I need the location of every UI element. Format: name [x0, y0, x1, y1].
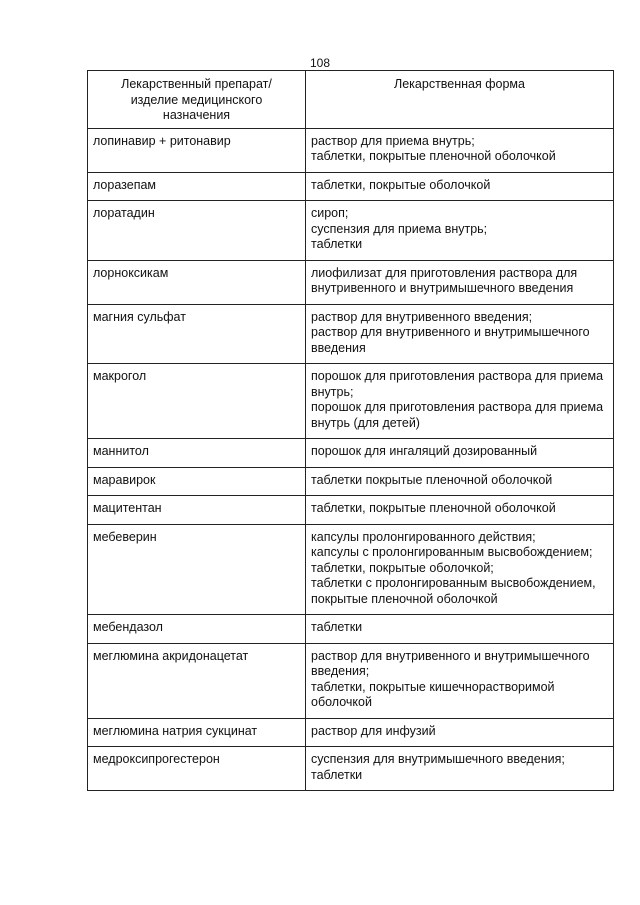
drug-name-cell: меглюмина акридонацетат: [88, 643, 306, 718]
dosage-form-line: таблетки, покрытые оболочкой;: [311, 560, 494, 575]
dosage-form-line: раствор для приема внутрь;: [311, 133, 475, 148]
table-row: [88, 260, 614, 304]
dosage-form-line: таблетки: [311, 620, 363, 634]
drug-name-cell: маннитол: [88, 439, 306, 468]
dosage-form-cell: [306, 128, 614, 172]
drug-name-cell: маравирок: [88, 467, 306, 496]
drug-name-cell: мебеверин: [88, 524, 306, 615]
table-row: [88, 615, 614, 644]
dosage-form-cell: [306, 467, 614, 496]
dosage-form-line: раствор для инфузий: [311, 723, 436, 738]
dosage-form-line: раствор для внутривенного и внутримышечного введения: [311, 325, 590, 355]
table-row: [88, 439, 614, 468]
dosage-form-cell: [306, 643, 614, 718]
page-number: 108: [309, 56, 331, 70]
header-form: Лекарственная форма: [306, 71, 614, 129]
dosage-form-cell: [306, 172, 614, 201]
dosage-form-line: суспензия для приема внутрь;: [311, 221, 488, 236]
table-row: [88, 718, 614, 747]
dosage-form-cell: [306, 304, 614, 364]
dosage-form-cell: [306, 615, 614, 644]
drug-name-cell: макрогол: [88, 364, 306, 439]
dosage-form-line: раствор для внутривенного введения;: [311, 309, 533, 324]
drug-name-cell: медроксипрогестерон: [88, 747, 306, 791]
dosage-form-line: порошок для приготовления раствора для приема внутрь (для детей): [311, 400, 604, 430]
drug-name-cell: магния сульфат: [88, 304, 306, 364]
dosage-form-cell: [306, 524, 614, 615]
dosage-form-line: суспензия для внутримышечного введения;: [311, 752, 565, 766]
dosage-form-cell: [306, 439, 614, 468]
dosage-form-cell: [306, 718, 614, 747]
dosage-form-line: таблетки покрытые пленочной оболочкой: [311, 472, 553, 487]
table-row: [88, 467, 614, 496]
drug-name-cell: меглюмина натрия сукцинат: [88, 718, 306, 747]
dosage-form-line: порошок для ингаляций дозированный: [311, 444, 538, 458]
header-drug: Лекарственный препарат/ изделие медицинского назначения: [88, 71, 306, 129]
drug-name-cell: лоразепам: [88, 172, 306, 201]
dosage-form-line: раствор для внутривенного и внутримышечного введения;: [311, 648, 590, 678]
dosage-form-line: таблетки, покрытые оболочкой: [311, 177, 491, 192]
dosage-form-line: сироп;: [311, 206, 349, 220]
dosage-form-line: таблетки, покрытые пленочной оболочкой: [311, 149, 556, 163]
dosage-form-line: таблетки, покрытые кишечнорастворимой оболочкой: [311, 679, 555, 709]
table-row: [88, 747, 614, 791]
table-row: [88, 524, 614, 615]
table-row: [88, 304, 614, 364]
dosage-form-line: капсулы пролонгированного действия;: [311, 529, 536, 544]
table-row: [88, 643, 614, 718]
drug-name-cell: мебендазол: [88, 615, 306, 644]
drug-name-cell: лопинавир + ритонавир: [88, 128, 306, 172]
table-row: [88, 201, 614, 261]
table-row: [88, 496, 614, 525]
table-row: [88, 364, 614, 439]
dosage-form-cell: [306, 364, 614, 439]
drug-name-cell: лорноксикам: [88, 260, 306, 304]
dosage-form-line: лиофилизат для приготовления раствора для внутривенного и внутримышечного введения: [311, 265, 578, 295]
dosage-form-line: таблетки: [311, 767, 363, 782]
drug-table: [87, 70, 614, 791]
table-row: [88, 172, 614, 201]
table-header-row: [88, 71, 614, 129]
dosage-form-line: таблетки: [311, 237, 363, 251]
dosage-form-cell: [306, 747, 614, 791]
table-row: [88, 128, 614, 172]
dosage-form-cell: [306, 496, 614, 525]
dosage-form-cell: [306, 201, 614, 261]
dosage-form-line: порошок для приготовления раствора для приема внутрь;: [311, 369, 604, 399]
dosage-form-line: таблетки с пролонгированным высвобождением, покрытые пленочной оболочкой: [311, 576, 596, 606]
drug-name-cell: мацитентан: [88, 496, 306, 525]
dosage-form-line: капсулы с пролонгированным высвобождением;: [311, 545, 593, 559]
dosage-form-line: таблетки, покрытые пленочной оболочкой: [311, 501, 556, 515]
dosage-form-cell: [306, 260, 614, 304]
table-body: [88, 128, 614, 791]
drug-name-cell: лоратадин: [88, 201, 306, 261]
